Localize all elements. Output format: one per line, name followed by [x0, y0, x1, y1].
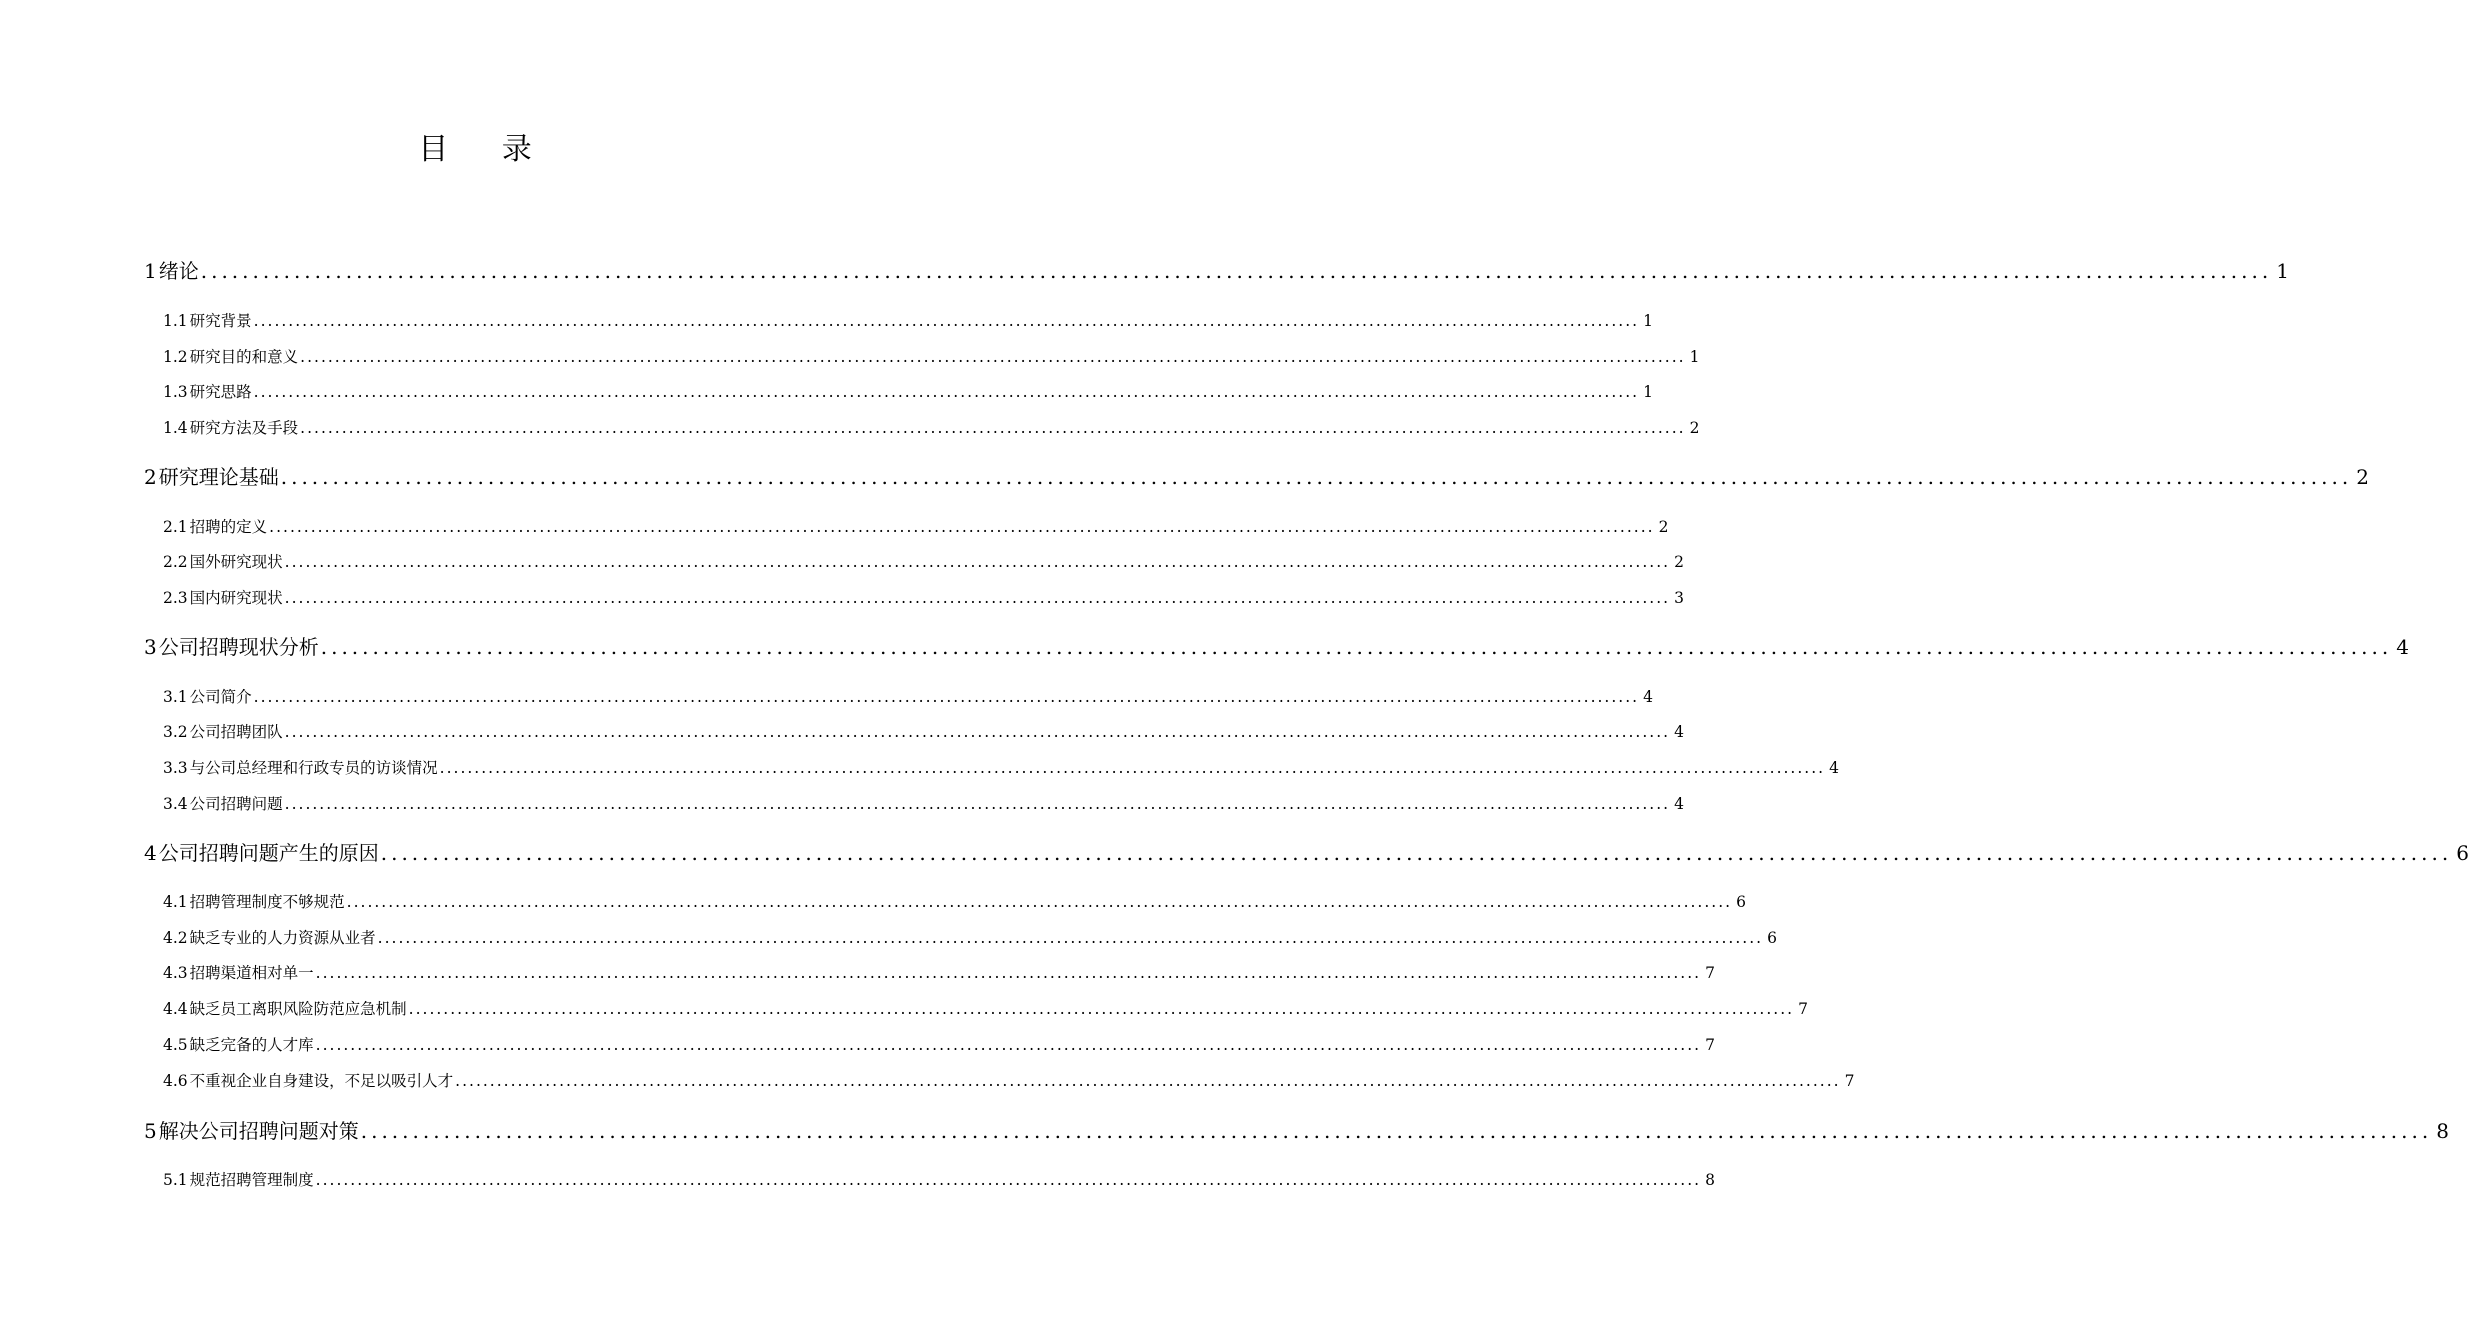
toc-entry-number: 5.1 [163, 1171, 188, 1189]
toc-entry-title: 研究背景 [189, 312, 252, 330]
toc-page-number: 7 [1705, 1036, 1715, 1054]
toc-section-entry[interactable] [163, 961, 1715, 985]
toc-entry-title: 解决公司招聘问题对策 [158, 1119, 359, 1143]
toc-entry-title: 公司简介 [189, 688, 252, 706]
toc-page-number: 8 [1705, 1171, 1715, 1189]
toc-dot-leader: ........................................................................................................................................................................................................ [439, 759, 1826, 777]
toc-entry-number: 4.5 [163, 1036, 188, 1054]
toc-page-number: 2 [2356, 465, 2369, 489]
toc-chapter-entry[interactable] [144, 1116, 2449, 1146]
toc-section-entry[interactable] [163, 586, 1684, 610]
toc-entry-title: 公司招聘现状分析 [158, 635, 319, 659]
page-title: 目 录 [418, 132, 554, 167]
toc-dot-leader: ........................................................................................................................................................................................................ [360, 1119, 2433, 1143]
toc-section-entry[interactable] [163, 756, 1839, 780]
toc-dot-leader: ........................................................................................................................................................................................................ [253, 688, 1640, 706]
toc-entry-number: 4.6 [163, 1072, 188, 1090]
toc-dot-leader: ........................................................................................................................................................................................................ [408, 1000, 1795, 1018]
toc-section-entry[interactable] [163, 792, 1684, 816]
toc-dot-leader: ........................................................................................................................................................................................................ [455, 1072, 1841, 1090]
toc-page-number: 7 [1844, 1072, 1855, 1090]
toc-section-entry[interactable] [163, 345, 1700, 369]
toc-page-number: 1 [1689, 348, 1700, 366]
toc-entry-number: 3.1 [163, 688, 188, 706]
toc-entry-title: 国外研究现状 [189, 553, 283, 571]
toc-dot-leader: ........................................................................................................................................................................................................ [300, 348, 1686, 366]
toc-chapter-entry[interactable] [144, 256, 2289, 286]
toc-entry-number: 1.4 [163, 419, 188, 437]
toc-dot-leader: ........................................................................................................................................................................................................ [380, 841, 2453, 865]
toc-entry-title: 缺乏完备的人才库 [189, 1036, 314, 1054]
toc-entry-number: 4.3 [163, 964, 188, 982]
toc-entry-number: 3.2 [163, 723, 188, 741]
toc-section-entry[interactable] [163, 1069, 1855, 1093]
toc-entry-title: 招聘管理制度不够规范 [189, 893, 345, 911]
toc-entry-number: 4.2 [163, 929, 188, 947]
toc-section-entry[interactable] [163, 926, 1777, 950]
toc-page-number: 8 [2436, 1119, 2449, 1143]
toc-entry-number: 3 [144, 635, 157, 659]
toc-chapter-entry[interactable] [144, 632, 2409, 662]
toc-dot-leader: ........................................................................................................................................................................................................ [346, 893, 1733, 911]
toc-entry-number: 1 [144, 259, 157, 283]
toc-dot-leader: ........................................................................................................................................................................................................ [280, 465, 2353, 489]
toc-entry-number: 1.1 [163, 312, 188, 330]
toc-section-entry[interactable] [163, 515, 1669, 539]
toc-page-number: 1 [1643, 383, 1653, 401]
toc-page-number: 6 [2456, 841, 2469, 865]
toc-dot-leader: ........................................................................................................................................................................................................ [284, 589, 1671, 607]
toc-page-number: 4 [1829, 759, 1839, 777]
toc-entry-title: 公司招聘团队 [189, 723, 283, 741]
toc-page-number: 1 [2276, 259, 2289, 283]
toc-dot-leader: ........................................................................................................................................................................................................ [315, 1036, 1702, 1054]
toc-dot-leader: ........................................................................................................................................................................................................ [300, 419, 1686, 437]
toc-entry-title: 缺乏专业的人力资源从业者 [189, 929, 376, 947]
toc-dot-leader: ........................................................................................................................................................................................................ [269, 518, 1655, 536]
toc-entry-title: 研究目的和意义 [189, 348, 299, 366]
toc-entry-title: 研究思路 [189, 383, 252, 401]
toc-page-number: 6 [1736, 893, 1746, 911]
toc-entry-number: 5 [144, 1119, 157, 1143]
toc-dot-leader: ........................................................................................................................................................................................................ [377, 929, 1764, 947]
toc-section-entry[interactable] [163, 380, 1653, 404]
toc-entry-number: 2.1 [163, 518, 188, 536]
toc-page-number: 7 [1705, 964, 1715, 982]
toc-entry-number: 3.4 [163, 795, 188, 813]
toc-dot-leader: ........................................................................................................................................................................................................ [284, 723, 1671, 741]
toc-entry-title: 研究方法及手段 [189, 419, 299, 437]
toc-entry-title: 不重视企业自身建设，不足以吸引人才 [189, 1072, 454, 1090]
toc-page-number: 7 [1798, 1000, 1808, 1018]
toc-entry-title: 公司招聘问题产生的原因 [158, 841, 379, 865]
toc-page-number: 4 [2396, 635, 2409, 659]
toc-entry-title: 缺乏员工离职风险防范应急机制 [189, 1000, 407, 1018]
toc-page-number: 2 [1658, 518, 1669, 536]
toc-dot-leader: ........................................................................................................................................................................................................ [320, 635, 2393, 659]
toc-page-number: 1 [1643, 312, 1653, 330]
toc-entry-number: 2 [144, 465, 157, 489]
toc-page-number: 6 [1767, 929, 1777, 947]
toc-page-number: 4 [1674, 723, 1684, 741]
toc-dot-leader: ........................................................................................................................................................................................................ [315, 964, 1702, 982]
toc-section-entry[interactable] [163, 1033, 1715, 1057]
toc-section-entry[interactable] [163, 550, 1684, 574]
toc-entry-title: 招聘的定义 [189, 518, 268, 536]
toc-entry-number: 4 [144, 841, 157, 865]
toc-entry-number: 1.3 [163, 383, 188, 401]
toc-page-number: 2 [1674, 553, 1684, 571]
toc-entry-title: 国内研究现状 [189, 589, 283, 607]
toc-entry-number: 1.2 [163, 348, 188, 366]
toc-entry-number: 2.2 [163, 553, 188, 571]
toc-entry-title: 研究理论基础 [158, 465, 279, 489]
toc-page-number: 4 [1643, 688, 1653, 706]
toc-section-entry[interactable] [163, 416, 1700, 440]
toc-dot-leader: ........................................................................................................................................................................................................ [284, 795, 1671, 813]
toc-section-entry[interactable] [163, 890, 1746, 914]
toc-page-number: 4 [1674, 795, 1684, 813]
toc-section-entry[interactable] [163, 997, 1808, 1021]
toc-dot-leader: ........................................................................................................................................................................................................ [200, 259, 2273, 283]
toc-entry-number: 4.1 [163, 893, 188, 911]
toc-entry-number: 3.3 [163, 759, 188, 777]
toc-dot-leader: ........................................................................................................................................................................................................ [253, 383, 1640, 401]
toc-chapter-entry[interactable] [144, 462, 2369, 492]
toc-dot-leader: ........................................................................................................................................................................................................ [315, 1171, 1702, 1189]
toc-entry-number: 2.3 [163, 589, 188, 607]
toc-section-entry[interactable] [163, 309, 1653, 333]
toc-section-entry[interactable] [163, 685, 1653, 709]
toc-section-entry[interactable] [163, 720, 1684, 744]
toc-section-entry[interactable] [163, 1168, 1715, 1192]
toc-entry-title: 公司招聘问题 [189, 795, 283, 813]
toc-chapter-entry[interactable] [144, 838, 2469, 868]
toc-entry-title: 绪论 [158, 259, 199, 283]
toc-dot-leader: ........................................................................................................................................................................................................ [284, 553, 1671, 571]
toc-page-number: 2 [1689, 419, 1700, 437]
toc-entry-title: 招聘渠道相对单一 [189, 964, 314, 982]
toc-page-number: 3 [1674, 589, 1684, 607]
toc-dot-leader: ........................................................................................................................................................................................................ [253, 312, 1640, 330]
toc-entry-number: 4.4 [163, 1000, 188, 1018]
toc-entry-title: 规范招聘管理制度 [189, 1171, 314, 1189]
toc-entry-title: 与公司总经理和行政专员的访谈情况 [189, 759, 438, 777]
